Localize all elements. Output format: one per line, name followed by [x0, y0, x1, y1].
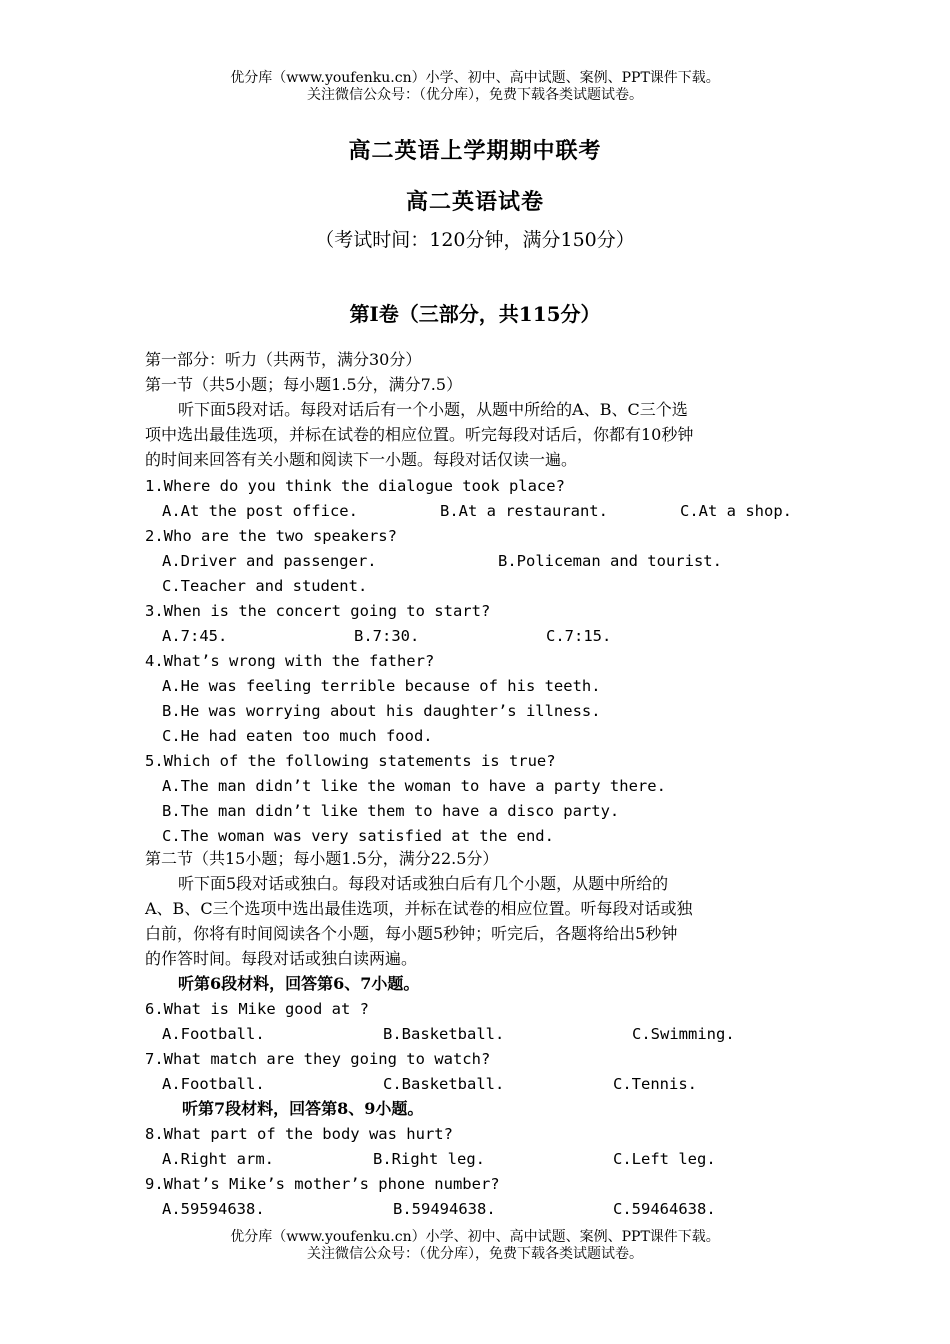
question-4-option-a: A.He was feeling terrible because of his teeth.	[162, 677, 601, 695]
exam-subtitle: 高二英语试卷	[405, 189, 544, 215]
question-7-option-a: A.Football.	[162, 1075, 265, 1093]
section1-heading: 第一节（共5小题；每小题1.5分，满分7.5）	[145, 375, 463, 394]
section1-instruction-line-3: 的时间来回答有关小题和阅读下一小题。每段对话仅读一遍。	[145, 450, 578, 469]
footer-line-1: 优分库（www.youfenku.cn）小学、初中、高中试题、案例、PPT课件下载。	[230, 1229, 720, 1245]
question-9-option-a: A.59594638.	[162, 1200, 265, 1218]
material-7-heading: 听第7段材料，回答第8、9小题。	[182, 1099, 424, 1118]
question-2-stem: 2.Who are the two speakers?	[145, 527, 397, 545]
section1-instruction-line-2: 项中选出最佳选项，并标在试卷的相应位置。听完每段对话后，你都有10秒钟	[145, 425, 694, 444]
question-2-option-c: C.Teacher and student.	[162, 577, 368, 595]
question-4-option-c: C.He had eaten too much food.	[162, 727, 433, 745]
part1-heading: 第一部分：听力（共两节，满分30分）	[145, 350, 422, 369]
question-8-option-c: C.Left leg.	[613, 1150, 716, 1168]
question-2-option-a: A.Driver and passenger.	[162, 552, 377, 570]
question-4-stem: 4.What’s wrong with the father?	[145, 652, 435, 670]
question-8-option-a: A.Right arm.	[162, 1150, 274, 1168]
question-6-option-c: C.Swimming.	[632, 1025, 735, 1043]
page-header	[0, 70, 950, 104]
exam-title: 高二英语上学期期中联考	[348, 138, 602, 164]
question-4-option-b: B.He was worrying about his daughter’s illness.	[162, 702, 601, 720]
section2-instruction-line-4: 的作答时间。每段对话或独白读两遍。	[145, 949, 418, 968]
question-9-stem: 9.What’s Mike’s mother’s phone number?	[145, 1175, 500, 1193]
question-8-stem: 8.What part of the body was hurt?	[145, 1125, 453, 1143]
section1-instruction-line-1: 听下面5段对话。每段对话后有一个小题，从题中所给的A、B、C三个选	[178, 400, 688, 419]
question-6-option-a: A.Football.	[162, 1025, 265, 1043]
question-6-option-b: B.Basketball.	[383, 1025, 505, 1043]
question-3-option-b: B.7:30.	[354, 627, 420, 645]
question-1-stem: 1.Where do you think the dialogue took place?	[145, 477, 565, 495]
question-9-option-b: B.59494638.	[393, 1200, 496, 1218]
question-8-option-b: B.Right leg.	[373, 1150, 485, 1168]
question-5-option-b: B.The man didn’t like them to have a disco party.	[162, 802, 620, 820]
question-7-option-c: C.Tennis.	[613, 1075, 697, 1093]
material-6-heading: 听第6段材料，回答第6、7小题。	[178, 974, 420, 993]
question-2-option-b: B.Policeman and tourist.	[498, 552, 722, 570]
question-3-option-a: A.7:45.	[162, 627, 228, 645]
question-3-option-c: C.7:15.	[546, 627, 612, 645]
section2-instruction-line-2: A、B、C三个选项中选出最佳选项，并标在试卷的相应位置。听每段对话或独	[145, 899, 693, 918]
question-5-option-a: A.The man didn’t like the woman to have a party there.	[162, 777, 666, 795]
header-line-1: 优分库（www.youfenku.cn）小学、初中、高中试题、案例、PPT课件下载。	[230, 70, 720, 86]
question-5-stem: 5.Which of the following statements is true?	[145, 752, 556, 770]
exam-time-note: （考试时间：120分钟，满分150分）	[315, 229, 635, 251]
footer-line-2: 关注微信公众号：（优分库），免费下载各类试题试卷。	[307, 1246, 643, 1262]
question-3-stem: 3.When is the concert going to start?	[145, 602, 491, 620]
section2-heading: 第二节（共15小题；每小题1.5分，满分22.5分）	[145, 849, 499, 868]
question-1-option-a: A.At the post office.	[162, 502, 358, 520]
question-6-stem: 6.What is Mike good at ?	[145, 1000, 369, 1018]
question-1-option-b: B.At a restaurant.	[440, 502, 608, 520]
question-7-option-b: C.Basketball.	[383, 1075, 505, 1093]
question-1-option-c: C.At a shop.	[680, 502, 792, 520]
volume-title: 第Ⅰ卷（三部分，共115分）	[349, 302, 601, 326]
question-5-option-c: C.The woman was very satisfied at the end.	[162, 827, 554, 845]
section2-instruction-line-1: 听下面5段对话或独白。每段对话或独白后有几个小题，从题中所给的	[178, 874, 669, 893]
header-line-2: 关注微信公众号：（优分库），免费下载各类试题试卷。	[307, 87, 643, 103]
section2-instruction-line-3: 白前，你将有时间阅读各个小题，每小题5秒钟；听完后，各题将给出5秒钟	[145, 924, 678, 943]
question-7-stem: 7.What match are they going to watch?	[145, 1050, 491, 1068]
page-footer	[0, 1229, 950, 1263]
question-9-option-c: C.59464638.	[613, 1200, 716, 1218]
